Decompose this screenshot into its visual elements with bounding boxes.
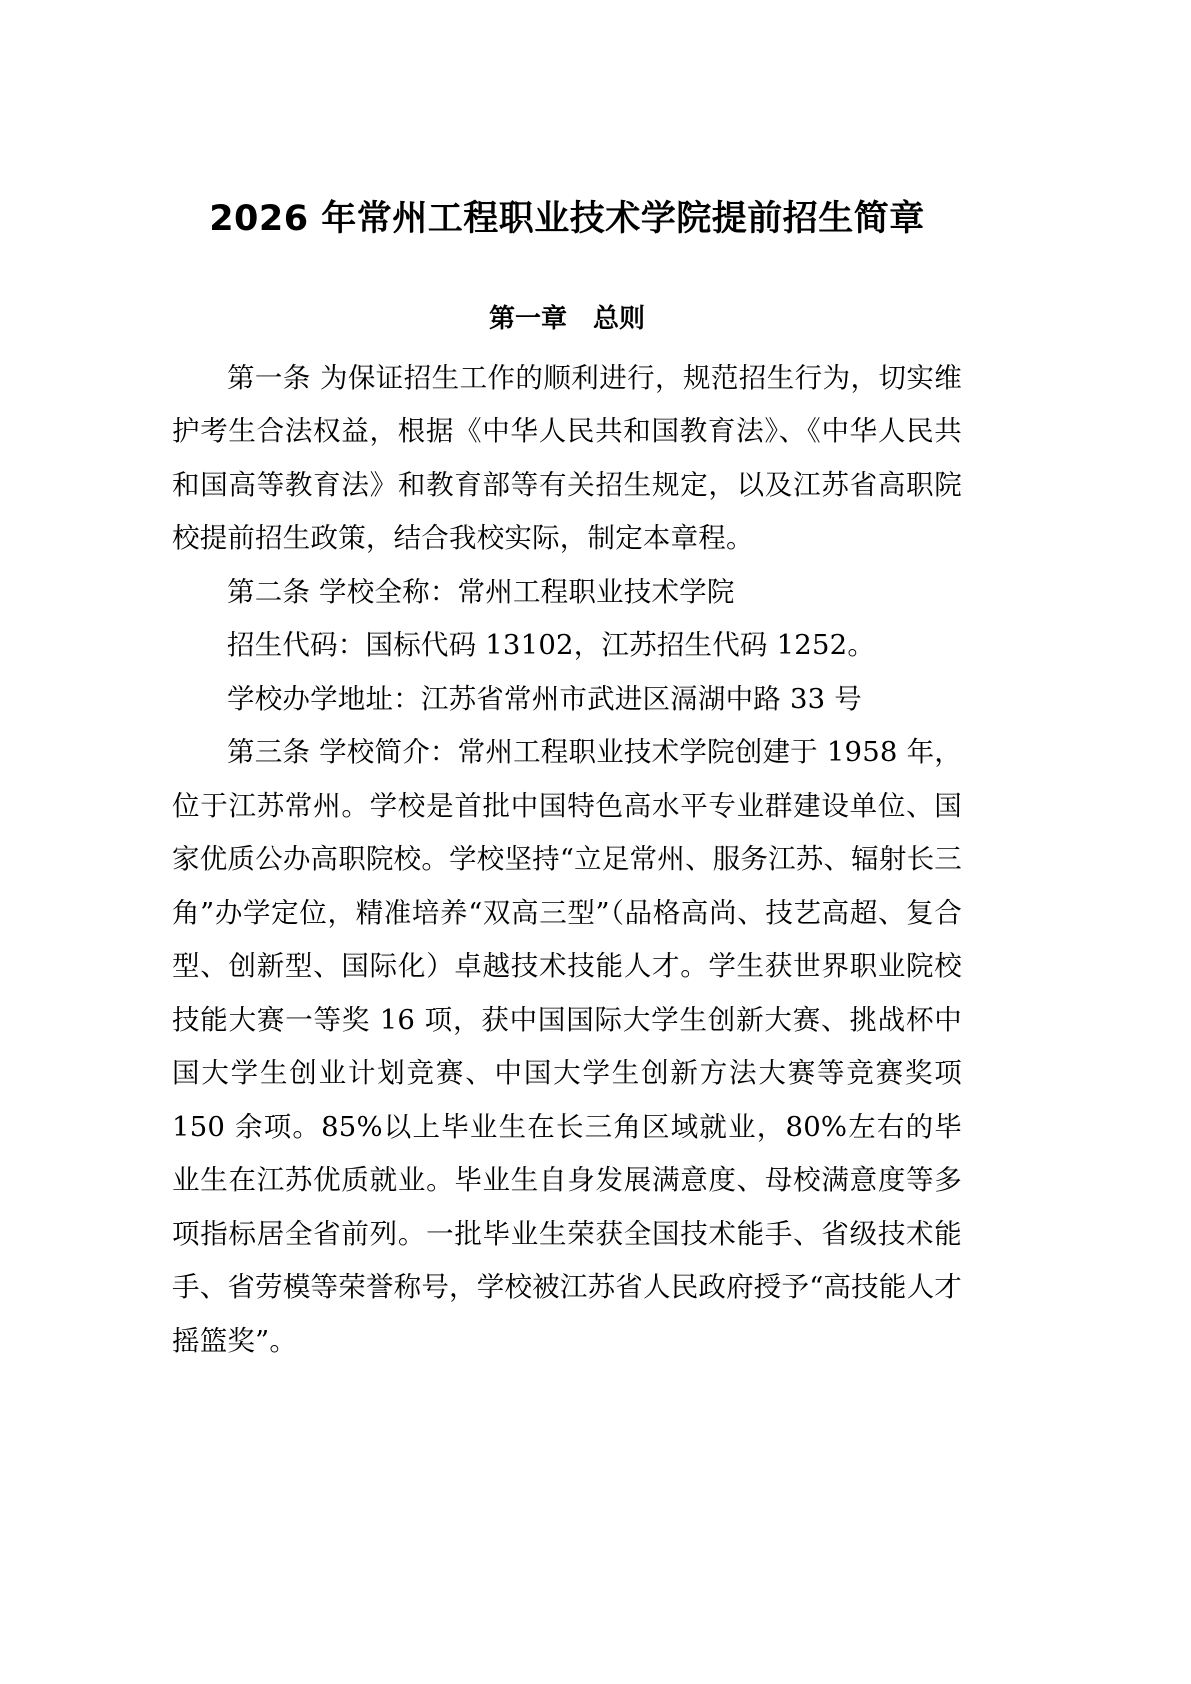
article-three-paragraph: 第三条 学校简介：常州工程职业技术学院创建于 1958 年，位于江苏常州。学校是首批中国特色高水平专业群建设单位、国家优质公办高职院校。学校坚持“立足常州、服务江苏、辐射长三角”办学定位，精准培养“双高三型”（品格高尚、技艺高超、复合型、创新型、国际化）卓越技术技能人才。学生获世界职业院校技能大赛一等奖 16 项，获中国国际大学生创新大赛、挑战杯中国大学生创业计划竞赛、中国大学生创新方法大赛等竞赛奖项 150 余项。85%以上毕业生在长三角区域就业，80%左右的毕业生在江苏优质就业。毕业生自身发展满意度、母校满意度等多项指标居全省前列。一批毕业生荣获全国技术能手、省级技术能手、省劳模等荣誉称号，学校被江苏省人民政府授予“高技能人才摇篮奖”。 <box>172 736 962 1357</box>
page-title: 2026 年常州工程职业技术学院提前招生简章 <box>209 199 925 239</box>
admission-code-paragraph: 招生代码：国标代码 13102，江苏招生代码 1252。 <box>227 629 876 662</box>
article-two-paragraph: 第二条 学校全称：常州工程职业技术学院 <box>227 575 735 608</box>
document-body <box>172 352 962 1369</box>
school-address-paragraph: 学校办学地址：江苏省常州市武进区滆湖中路 33 号 <box>227 682 862 715</box>
article-one-paragraph: 第一条 为保证招生工作的顺利进行，规范招生行为，切实维护考生合法权益，根据《中华人民共和国教育法》、《中华人民共和国高等教育法》和教育部等有关招生规定，以及江苏省高职院校提前招生政策，结合我校实际，制定本章程。 <box>172 361 962 555</box>
document-content <box>172 196 962 1368</box>
chapter-heading: 第一章 总则 <box>488 304 645 335</box>
